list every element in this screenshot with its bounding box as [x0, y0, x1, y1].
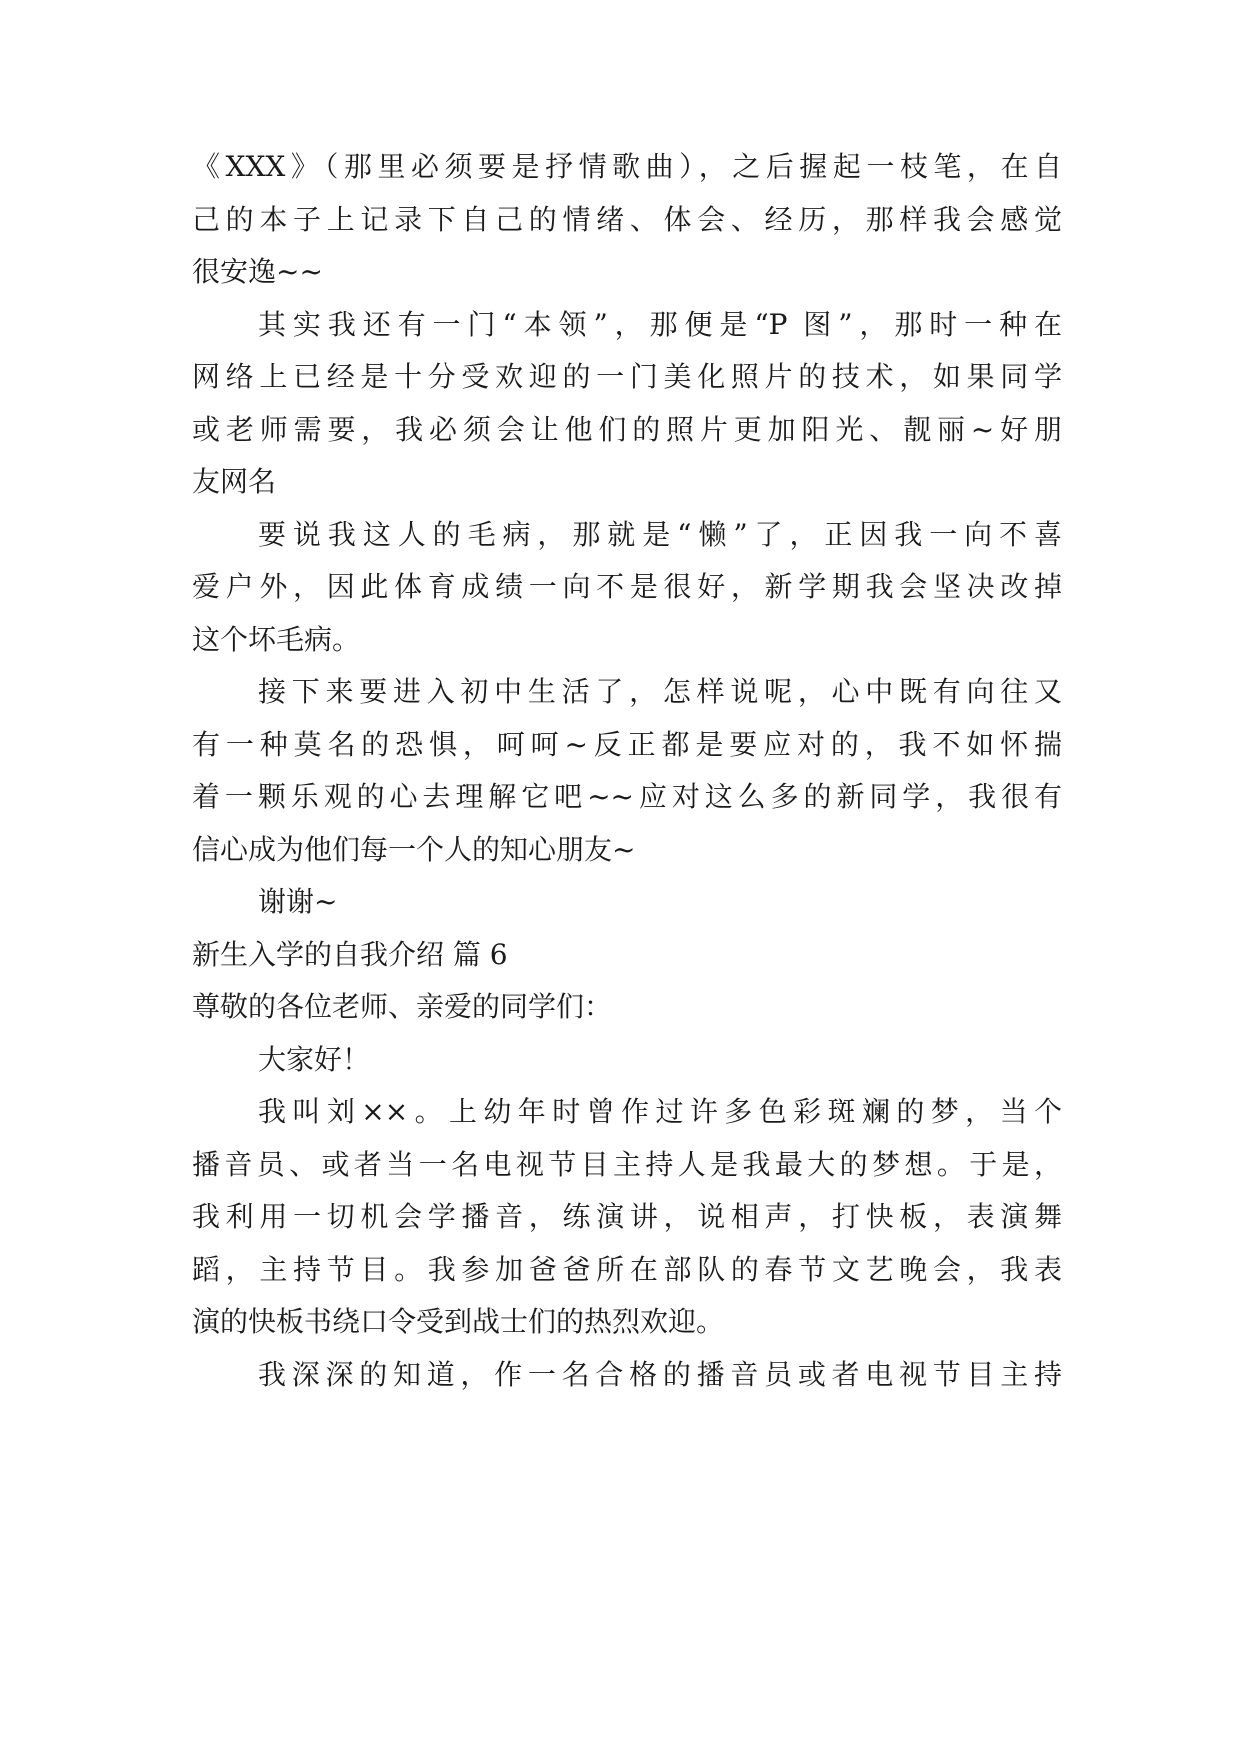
text-line: 其实我还有一门“本领”，那便是“P 图”，那时一种在	[258, 308, 1062, 341]
text-line: 演的快板书绕口令受到战士们的热烈欢迎。	[192, 1305, 725, 1338]
greeting: 大家好！	[258, 1043, 371, 1076]
text-line: 着一颗乐观的心去理解它吧~~应对这么多的新同学，我很有	[192, 780, 1062, 813]
text-line: 有一种莫名的恐惧，呵呵~反正都是要应对的，我不如怀揣	[192, 728, 1062, 761]
text-line: 己的本子上记录下自己的情绪、体会、经历，那样我会感觉	[192, 203, 1062, 236]
text-line: 我深深的知道，作一名合格的播音员或者电视节目主持	[258, 1358, 1062, 1391]
salutation: 尊敬的各位老师、亲爱的同学们：	[192, 990, 613, 1023]
text-line: 我利用一切机会学播音，练演讲，说相声，打快板，表演舞	[192, 1200, 1062, 1233]
text-line: 或老师需要，我必须会让他们的照片更加阳光、靓丽~好朋	[192, 413, 1062, 446]
text-line: 谢谢~	[258, 885, 338, 918]
text-line: 要说我这人的毛病，那就是“懒”了，正因我一向不喜	[258, 518, 1062, 551]
text-line: 友网名	[192, 465, 277, 498]
text-line: 《XXX》（那里必须要是抒情歌曲），之后握起一枝笔，在自	[192, 150, 1062, 183]
text-line: 我叫刘××。上幼年时曾作过许多色彩斑斓的梦，当个	[258, 1095, 1062, 1128]
text-line: 信心成为他们每一个人的知心朋友~	[192, 833, 636, 866]
text-line: 爱户外，因此体育成绩一向不是很好，新学期我会坚决改掉	[192, 570, 1062, 603]
text-line: 播音员、或者当一名电视节目主持人是我最大的梦想。于是，	[192, 1148, 1062, 1181]
text-line: 接下来要进入初中生活了，怎样说呢，心中既有向往又	[258, 675, 1062, 708]
text-line: 网络上已经是十分受欢迎的一门美化照片的技术，如果同学	[192, 360, 1062, 393]
section-heading: 新生入学的自我介绍 篇 6	[192, 938, 508, 971]
text-line: 很安逸~~	[192, 255, 323, 288]
text-line: 蹈，主持节目。我参加爸爸所在部队的春节文艺晚会，我表	[192, 1253, 1062, 1286]
text-line: 这个坏毛病。	[192, 623, 361, 656]
